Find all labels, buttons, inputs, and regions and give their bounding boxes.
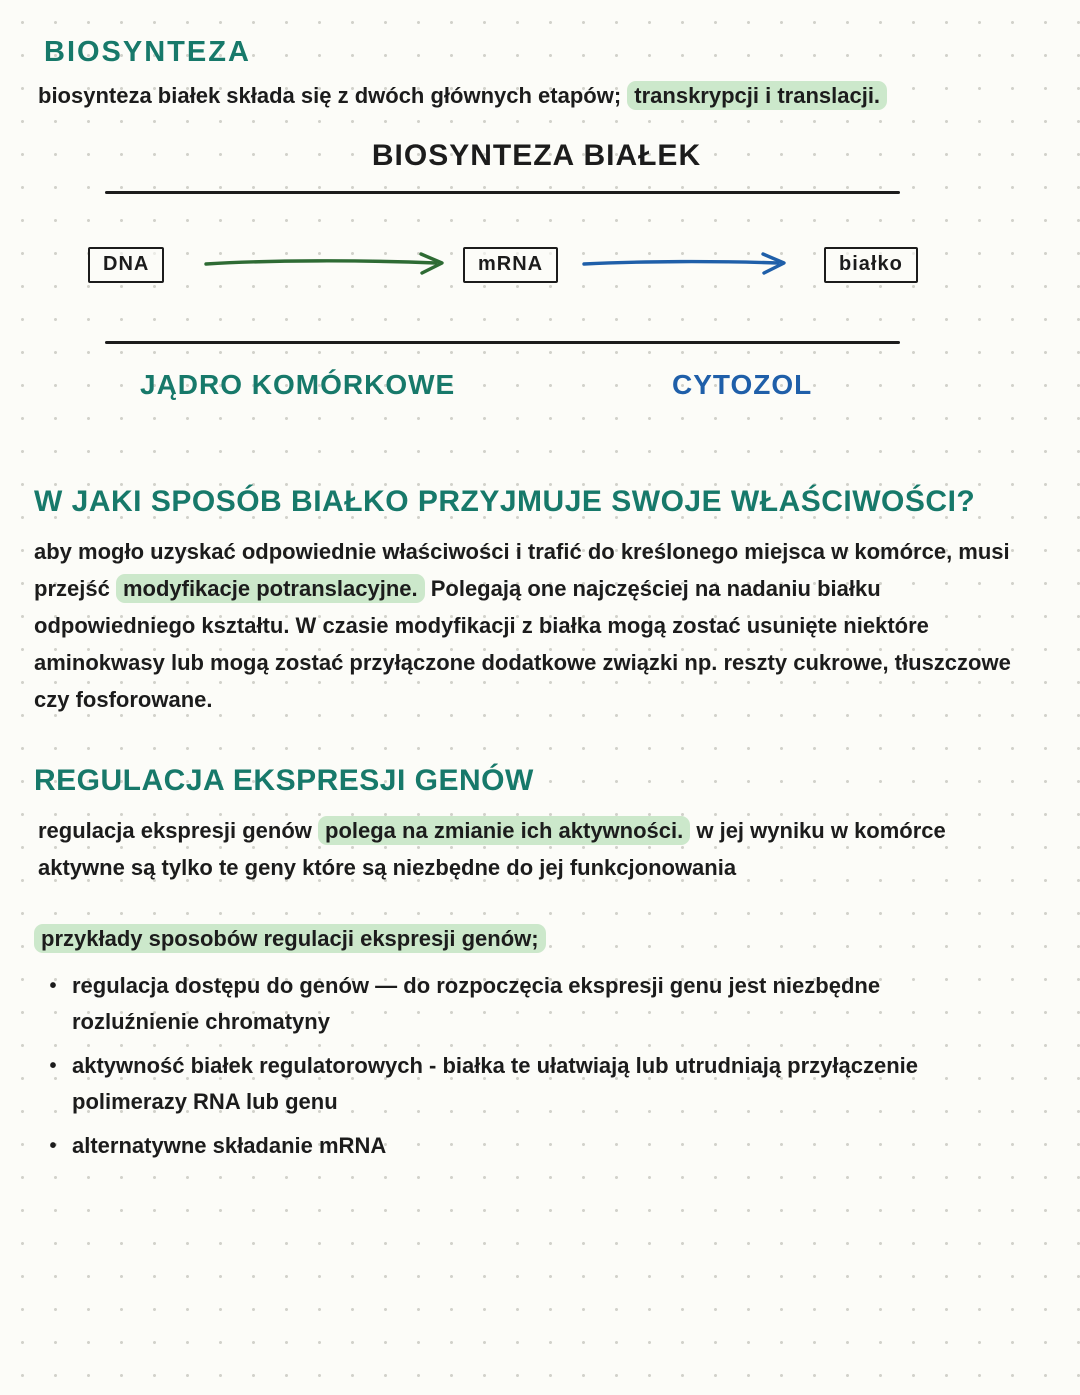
regulation-pre: regulacja ekspresji genów (38, 818, 319, 843)
page-title: BIOSYNTEZA (44, 36, 251, 68)
regulation-post: w jej wyniku w komórce (690, 818, 946, 843)
biosynthesis-diagram (34, 139, 1040, 441)
diagram-title: BIOSYNTEZA BIAŁEK (371, 139, 702, 172)
list-item-text: regulacja dostępu do genów — do rozpoczęcia ekspresji genu jest niezbędne rozluźnienie chromatyny (72, 973, 881, 1034)
list-item-text: alternatywne składanie mRNA (72, 1133, 387, 1158)
properties-paragraph (34, 533, 1040, 718)
diagram-top-line (105, 191, 900, 194)
intro-text (38, 79, 1040, 113)
posttranslational-highlight: modyfikacje potranslacyjne. (116, 574, 425, 603)
translation-arrow-icon (580, 249, 796, 277)
intro-highlight: transkrypcji i translacji. (627, 81, 887, 110)
cytosol-label: CYTOZOL (672, 369, 813, 400)
intro-pre: biosynteza białek składa się z dwóch głównych etapów; (38, 83, 628, 108)
regulation-heading: REGULACJA EKSPRESJI GENÓW (34, 764, 534, 797)
examples-highlight: przykłady sposobów regulacji ekspresji genów; (34, 924, 546, 953)
properties-post: Polegają one najczęściej na nadaniu białku odpowiedniego kształtu. W czasie modyfikacji z białka mogą zostać usunięte niektóre aminokwasy lub mogą zostać przyłączone dodatkowe związki np. reszty cukrowe, tłuszczowe czy fosforowane. (34, 576, 1011, 712)
dna-node: DNA (88, 247, 164, 283)
nucleus-label: JĄDRO KOMÓRKOWE (140, 369, 456, 400)
diagram-bottom-line (105, 341, 900, 344)
bullet-icon: • (49, 1055, 57, 1077)
protein-node: białko (824, 247, 918, 283)
regulation-paragraph (38, 812, 1040, 886)
properties-heading: W JAKI SPOSÓB BIAŁKO PRZYJMUJE SWOJE WŁAŚCIWOŚCI? (34, 485, 976, 518)
list-item-text: aktywność białek regulatorowych - białka te ułatwiają lub utrudniają przyłączenie polimerazy RNA lub genu (72, 1053, 919, 1114)
regulation-line2: aktywne są tylko te geny które są niezbędne do jej funkcjonowania (38, 855, 737, 880)
transcription-arrow-icon (202, 249, 454, 277)
examples-label (34, 922, 1040, 956)
examples-list (34, 968, 1040, 1164)
list-item (34, 1128, 1040, 1164)
list-item (34, 1048, 1040, 1120)
bullet-icon: • (49, 975, 57, 997)
list-item (34, 968, 1040, 1040)
activity-highlight: polega na zmianie ich aktywności. (318, 816, 690, 845)
properties-pre: aby mogło uzyskać odpowiednie właściwości i trafić do kreślonego miejsca w komórce, musi przejść (34, 539, 1010, 601)
bullet-icon: • (49, 1135, 57, 1157)
mrna-node: mRNA (463, 247, 558, 283)
